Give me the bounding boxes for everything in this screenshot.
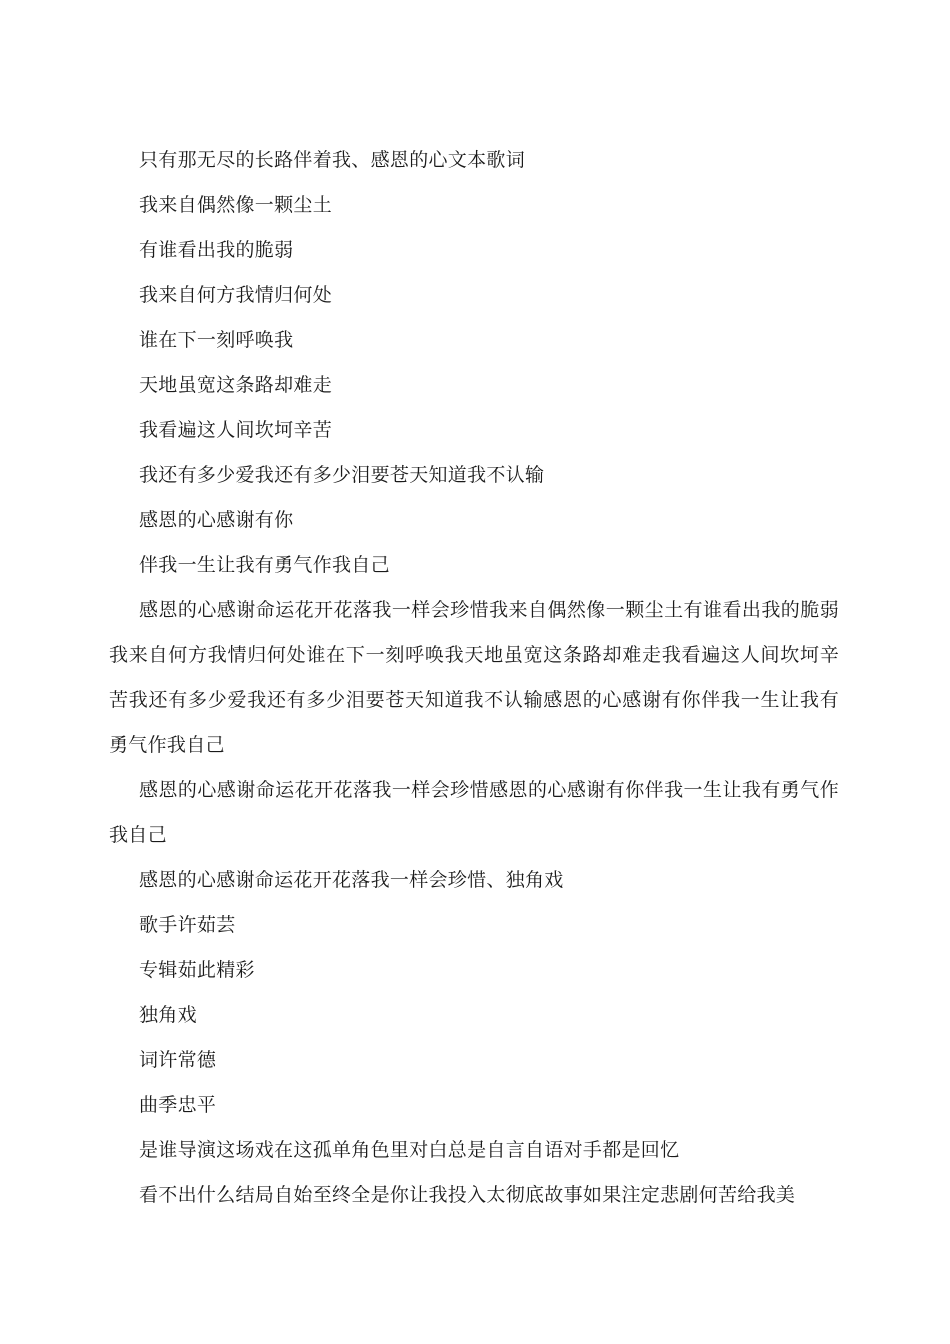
paragraph-20: 看不出什么结局自始至终全是你让我投入太彻底故事如果注定悲剧何苦给我美 <box>139 1184 796 1206</box>
paragraph-16: 独角戏 <box>139 1004 197 1026</box>
document-body <box>109 138 839 1218</box>
paragraph-3: 有谁看出我的脆弱 <box>139 239 294 261</box>
paragraph-1: 只有那无尽的长路伴着我、感恩的心文本歌词 <box>139 149 526 171</box>
paragraph-9: 感恩的心感谢有你 <box>139 509 294 531</box>
paragraph-18: 曲季忠平 <box>139 1094 217 1116</box>
paragraph-13: 感恩的心感谢命运花开花落我一样会珍惜、独角戏 <box>139 869 564 891</box>
paragraph-17: 词许常德 <box>139 1049 217 1071</box>
paragraph-14: 歌手许茹芸 <box>139 914 236 936</box>
paragraph-5: 谁在下一刻呼唤我 <box>139 329 294 351</box>
paragraph-4: 我来自何方我情归何处 <box>139 284 333 306</box>
paragraph-2: 我来自偶然像一颗尘土 <box>139 194 333 216</box>
paragraph-7: 我看遍这人间坎坷辛苦 <box>139 419 333 441</box>
paragraph-12: 感恩的心感谢命运花开花落我一样会珍惜感恩的心感谢有你伴我一生让我有勇气作我自己 <box>109 779 839 846</box>
paragraph-8: 我还有多少爱我还有多少泪要苍天知道我不认输 <box>139 464 545 486</box>
paragraph-11: 感恩的心感谢命运花开花落我一样会珍惜我来自偶然像一颗尘土有谁看出我的脆弱我来自何方我情归何处谁在下一刻呼唤我天地虽宽这条路却难走我看遍这人间坎坷辛苦我还有多少爱我还有多少泪要苍天知道我不认输感恩的心感谢有你伴我一生让我有勇气作我自己 <box>109 599 839 756</box>
paragraph-10: 伴我一生让我有勇气作我自己 <box>139 554 390 576</box>
paragraph-19: 是谁导演这场戏在这孤单角色里对白总是自言自语对手都是回忆 <box>139 1139 680 1161</box>
paragraph-6: 天地虽宽这条路却难走 <box>139 374 333 396</box>
paragraph-15: 专辑茹此精彩 <box>139 959 255 981</box>
